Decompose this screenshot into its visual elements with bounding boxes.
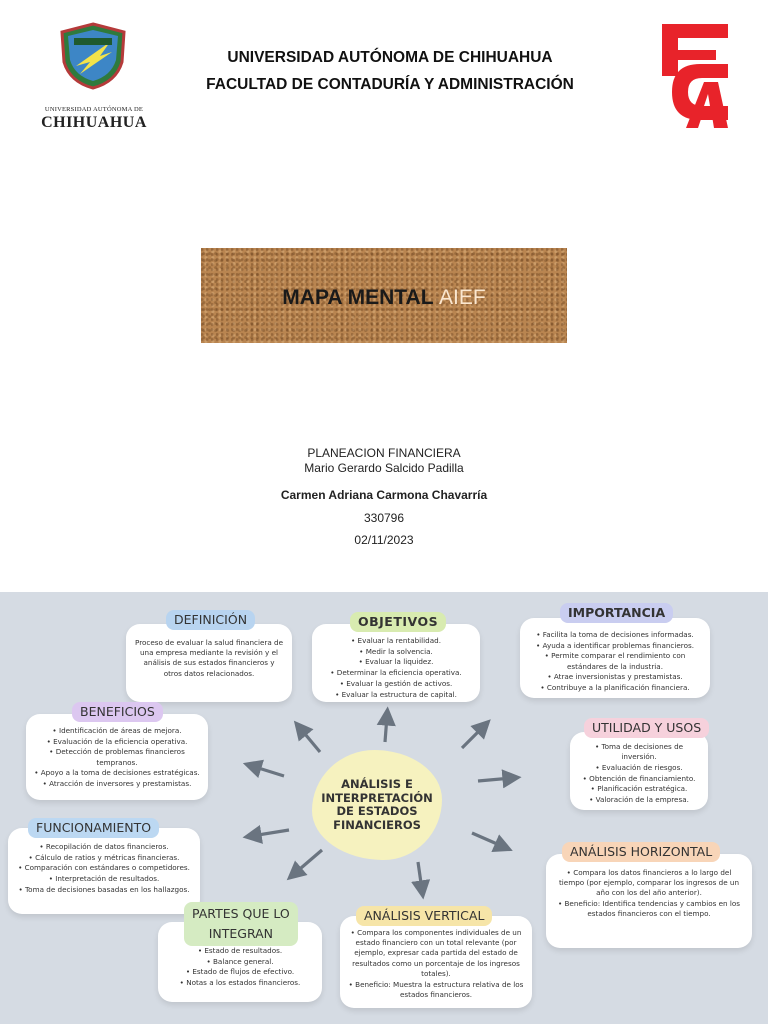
- arrow-partes: [294, 850, 322, 874]
- horizontal-title: ANÁLISIS HORIZONTAL: [562, 842, 720, 862]
- beneficios-title: BENEFICIOS: [72, 702, 163, 722]
- partes-card: • Estado de resultados. • Balance general. • Estado de flujos de efectivo. • Notas a los estados financieros.: [158, 922, 322, 1002]
- partes-title: PARTES QUE LO INTEGRAN: [184, 902, 298, 946]
- funcionamiento-card: • Recopilación de datos financieros. • Cálculo de ratios y métricas financieras. • Comparación con estándares o competidores. • Interpretación de resultados. • Toma de decisiones basadas en los hallazgos.: [8, 828, 200, 914]
- teacher-name: Mario Gerardo Salcido Padilla: [304, 461, 464, 475]
- uach-logo: [38, 22, 150, 132]
- uach-logo-small-text: UNIVERSIDAD AUTÓNOMA DE: [44, 106, 144, 113]
- fca-logo-icon: [656, 20, 730, 132]
- subject-name: PLANEACION FINANCIERA: [307, 446, 461, 460]
- document-date: 02/11/2023: [354, 533, 414, 547]
- student-id: 330796: [363, 511, 405, 525]
- importancia-title: IMPORTANCIA: [560, 603, 673, 623]
- mind-map: [0, 592, 768, 1024]
- banner-title-accent: AIEF: [439, 286, 486, 309]
- uach-seal-icon: [56, 22, 130, 90]
- objetivos-title: OBJETIVOS: [350, 612, 446, 632]
- arrow-objetivos: [385, 716, 387, 742]
- definicion-card: [126, 624, 292, 702]
- arrow-beneficios: [252, 766, 284, 776]
- utilidad-card: • Toma de decisiones de inversión. • Evaluación de riesgos. • Obtención de financiamiento. • Planificación estratégica. • Valoración de la empresa.: [570, 732, 708, 810]
- faculty-name: FACULTAD DE CONTADURÍA Y ADMINISTRACIÓN: [206, 76, 574, 93]
- banner-title: [201, 286, 567, 310]
- banner-title-main: MAPA MENTAL: [282, 286, 434, 309]
- student-name: Carmen Adriana Carmona Chavarría: [280, 488, 488, 502]
- vertical-card: • Compara los componentes individuales de un estado financiero con un total relevante (por ejemplo, expresar cada partida del estado de resultados como un porcentaje de los ingresos totales). • Beneficio: Muestra la estructura relativa de los estados financieros.: [340, 916, 532, 1008]
- arrow-horizontal: [472, 833, 504, 847]
- importancia-card: • Facilita la toma de decisiones informadas. • Ayuda a identificar problemas financieros. • Permite comparar el rendimiento con estándares de la industria. • Atrae inversionistas y prestamistas. • Contribuye a la planificación financiera.: [520, 618, 710, 698]
- uach-logo-big-text: CHIHUAHUA: [41, 114, 147, 131]
- arrow-definicion: [300, 728, 320, 752]
- funcionamiento-title: FUNCIONAMIENTO: [28, 818, 159, 838]
- header-titles: [160, 44, 620, 98]
- definicion-text: Proceso de evaluar la salud financiera de una empresa mediante la revisión y el análisis de sus estados financieros y otros datos relacionados.: [134, 638, 284, 678]
- arrow-vertical: [418, 862, 422, 890]
- title-banner: [201, 248, 567, 343]
- central-topic: ANÁLISIS E INTERPRETACIÓN DE ESTADOS FINANCIEROS: [321, 777, 433, 832]
- arrow-utilidad: [478, 778, 512, 781]
- beneficios-card: • Identificación de áreas de mejora. • Evaluación de la eficiencia operativa. • Detección de problemas financieros tempranos. • Apoyo a la toma de decisiones estratégicas. • Atracción de inversores y prestamistas.: [26, 714, 208, 800]
- university-name: UNIVERSIDAD AUTÓNOMA DE CHIHUAHUA: [227, 49, 553, 66]
- definicion-title: DEFINICIÓN: [166, 610, 255, 630]
- arrow-funcionamiento: [252, 830, 289, 836]
- arrow-importancia: [462, 726, 484, 748]
- objetivos-card: • Evaluar la rentabilidad. • Medir la solvencia. • Evaluar la liquidez. • Determinar la eficiencia operativa. • Evaluar la gestión de activos. • Evaluar la estructura de capital.: [312, 624, 480, 702]
- utilidad-title: UTILIDAD Y USOS: [584, 718, 709, 738]
- horizontal-card: • Compara los datos financieros a lo largo del tiempo (por ejemplo, comparar los ingresos de un año con los del año anterior). • Beneficio: Identifica tendencias y cambios en los estados financieros con el tiempo.: [546, 854, 752, 948]
- vertical-title: ANÁLISIS VERTICAL: [356, 906, 492, 926]
